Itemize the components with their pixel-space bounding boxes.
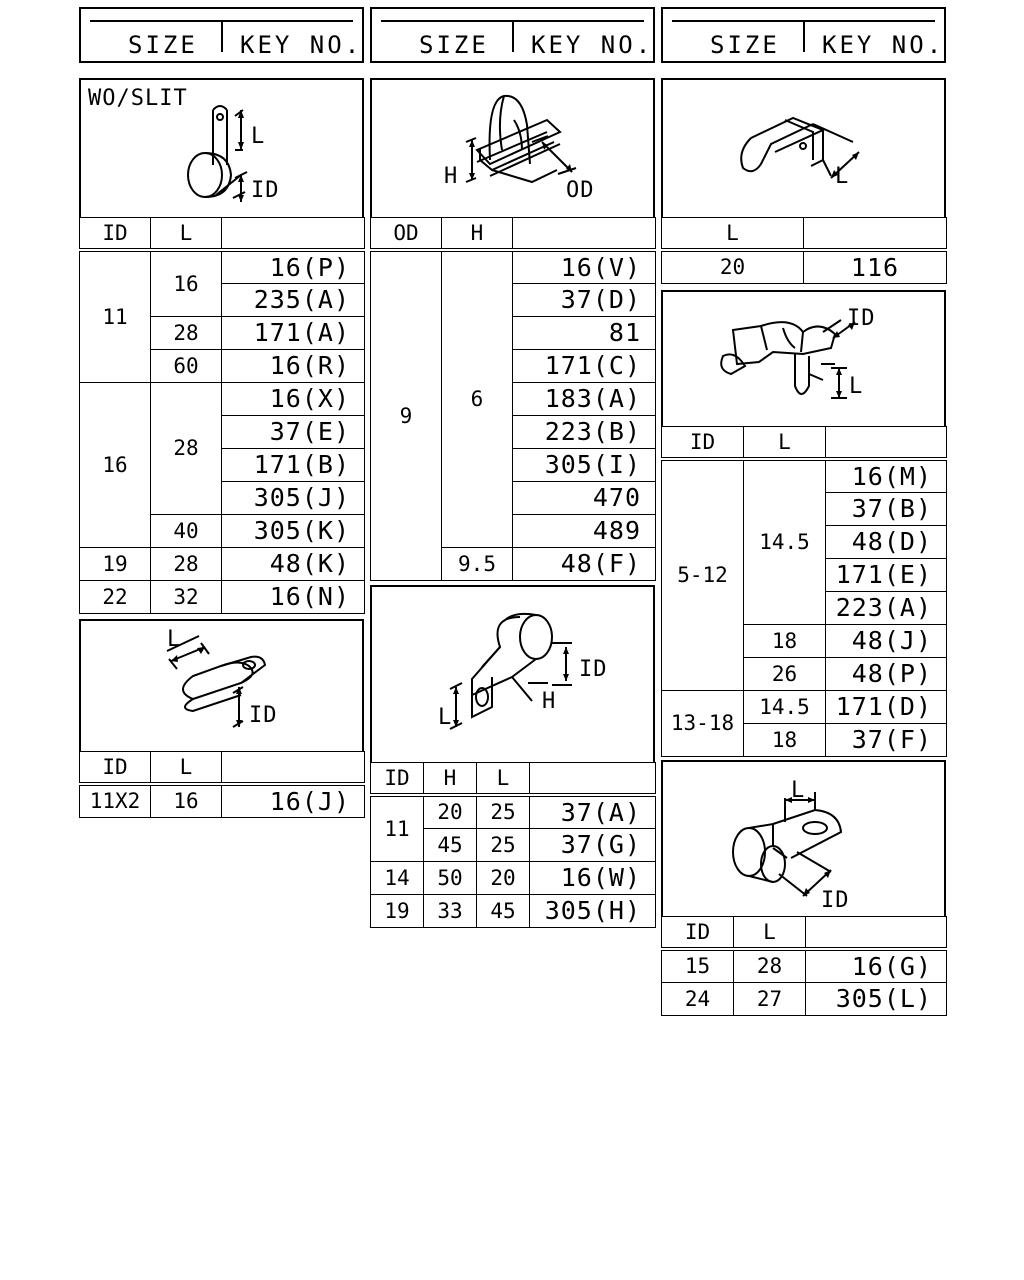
cell-h: 50 [424,861,477,894]
col-header-id: ID [80,752,151,785]
dim-l-label: L [791,778,806,803]
cell-id: 11 [80,250,151,382]
grommet-clip-diagram [663,762,948,919]
dim-l-label: L [835,164,850,189]
col-header-key [826,427,947,460]
col-header-key [530,763,656,796]
cell-key: 305(I) [513,448,656,481]
cell-id: 14 [371,861,424,894]
cell-l: 28 [151,316,222,349]
header-col-1 [79,7,364,63]
col-header-key [804,218,947,251]
cell-key: 305(H) [530,894,656,927]
loop-clamp-diagram [81,621,366,754]
cell-id: 16 [80,382,151,547]
header-divider [803,22,805,52]
col-header-od: OD [371,218,442,251]
cell-key: 48(P) [826,657,947,690]
header-key-label: KEY NO. [240,31,363,59]
cell-key: 37(B) [826,492,947,525]
cell-key: 48(K) [222,547,365,580]
cell-l: 28 [151,547,222,580]
cell-l: 25 [477,795,530,828]
panel-g-diagram-box [661,760,946,917]
panel-f-diagram-box [661,290,946,427]
cell-id: 13-18 [662,690,744,756]
cell-key: 470 [513,481,656,514]
cell-key: 171(E) [826,558,947,591]
cell-l: 16 [151,250,222,316]
p-clamp-diagram [372,587,657,765]
col-header-l: L [477,763,530,796]
cell-key: 223(A) [826,591,947,624]
cell-id: 11 [371,795,424,861]
cell-key: 171(D) [826,690,947,723]
cell-h: 45 [424,828,477,861]
header-size-label: SIZE [419,31,489,59]
header-col-3 [661,7,946,63]
cell-l: 28 [734,949,806,982]
dim-l-label: L [251,124,266,149]
cell-id: 22 [80,580,151,613]
cell-key: 48(J) [826,624,947,657]
cell-l: 16 [151,784,222,817]
header-col-2 [370,7,655,63]
cell-l: 14.5 [744,690,826,723]
dim-l-label: L [438,705,453,730]
col-header-id: ID [662,427,744,460]
header-key-label: KEY NO. [822,31,945,59]
panel-c-diagram-box [370,78,655,218]
panel-e-table [661,217,947,284]
panel-e-diagram-box [661,78,946,218]
col-header-id: ID [80,218,151,251]
wo-slit-note: WO/SLIT [88,86,188,111]
cell-l: 18 [744,624,826,657]
col-header-l: L [151,752,222,785]
cell-h: 6 [442,250,513,547]
dim-id-label: ID [821,888,850,913]
cell-key: 235(A) [222,283,365,316]
col-header-l: L [744,427,826,460]
cell-key: 37(A) [530,795,656,828]
col-header-l: L [662,218,804,251]
cell-key: 171(B) [222,448,365,481]
cell-l: 18 [744,723,826,756]
cell-l: 20 [662,250,804,283]
panel-d-table [370,762,656,928]
cell-l: 14.5 [744,459,826,624]
dim-id-label: ID [249,703,278,728]
col-header-h: H [442,218,513,251]
dim-h-label: H [542,689,557,714]
cell-key: 305(K) [222,514,365,547]
push-clip-diagram [372,80,657,220]
panel-b-diagram-box [79,619,364,752]
cell-key: 16(R) [222,349,365,382]
cell-key: 48(D) [826,525,947,558]
col-header-l: L [151,218,222,251]
cell-key: 305(J) [222,481,365,514]
col-header-key [222,218,365,251]
cell-id: 19 [371,894,424,927]
cell-h: 33 [424,894,477,927]
cell-key: 305(L) [806,982,947,1015]
header-divider [512,22,514,52]
cell-l: 25 [477,828,530,861]
saddle-clip-diagram [663,292,948,429]
cell-key: 223(B) [513,415,656,448]
cell-key: 16(J) [222,784,365,817]
col-header-id: ID [371,763,424,796]
cell-id: 24 [662,982,734,1015]
cell-key: 16(V) [513,250,656,283]
cell-key: 81 [513,316,656,349]
cell-key: 489 [513,514,656,547]
cell-key: 16(W) [530,861,656,894]
header-size-label: SIZE [128,31,198,59]
dim-l-label: L [849,374,864,399]
cell-l: 26 [744,657,826,690]
dim-id-label: ID [847,306,876,331]
col-header-h: H [424,763,477,796]
cell-h: 20 [424,795,477,828]
col-header-key [222,752,365,785]
cell-key: 16(X) [222,382,365,415]
panel-g-table [661,916,947,1016]
wo-slit-clamp-diagram [81,80,366,220]
cell-id: 15 [662,949,734,982]
panel-b-table [79,751,365,818]
panel-c-table [370,217,656,581]
cell-key: 171(A) [222,316,365,349]
cell-key: 16(G) [806,949,947,982]
dim-l-label: L [167,627,182,652]
cell-key: 171(C) [513,349,656,382]
cell-key: 183(A) [513,382,656,415]
cell-key: 16(M) [826,459,947,492]
panel-a-diagram-box [79,78,364,218]
dim-id-label: ID [579,657,608,682]
cell-id: 5-12 [662,459,744,690]
cell-od: 9 [371,250,442,580]
header-divider [221,22,223,52]
cell-id: 19 [80,547,151,580]
col-header-key [513,218,656,251]
col-header-key [806,917,947,950]
dim-id-label: ID [251,178,280,203]
hook-clip-diagram [663,80,948,220]
cell-key: 37(G) [530,828,656,861]
cell-key: 37(F) [826,723,947,756]
cell-key: 48(F) [513,547,656,580]
cell-l: 28 [151,382,222,514]
cell-l: 60 [151,349,222,382]
cell-h: 9.5 [442,547,513,580]
cell-l: 40 [151,514,222,547]
cell-key: 37(D) [513,283,656,316]
cell-key: 16(N) [222,580,365,613]
cell-l: 27 [734,982,806,1015]
header-size-label: SIZE [710,31,780,59]
header-key-label: KEY NO. [531,31,654,59]
panel-d-diagram-box [370,585,655,763]
cell-l: 32 [151,580,222,613]
cell-key: 37(E) [222,415,365,448]
panel-f-table [661,426,947,757]
dim-od-label: OD [566,178,595,203]
cell-key: 116 [804,250,947,283]
cell-l: 45 [477,894,530,927]
cell-l: 20 [477,861,530,894]
panel-a-table [79,217,365,614]
cell-key: 16(P) [222,250,365,283]
col-header-l: L [734,917,806,950]
dim-h-label: H [444,164,459,189]
col-header-id: ID [662,917,734,950]
cell-id: 11X2 [80,784,151,817]
